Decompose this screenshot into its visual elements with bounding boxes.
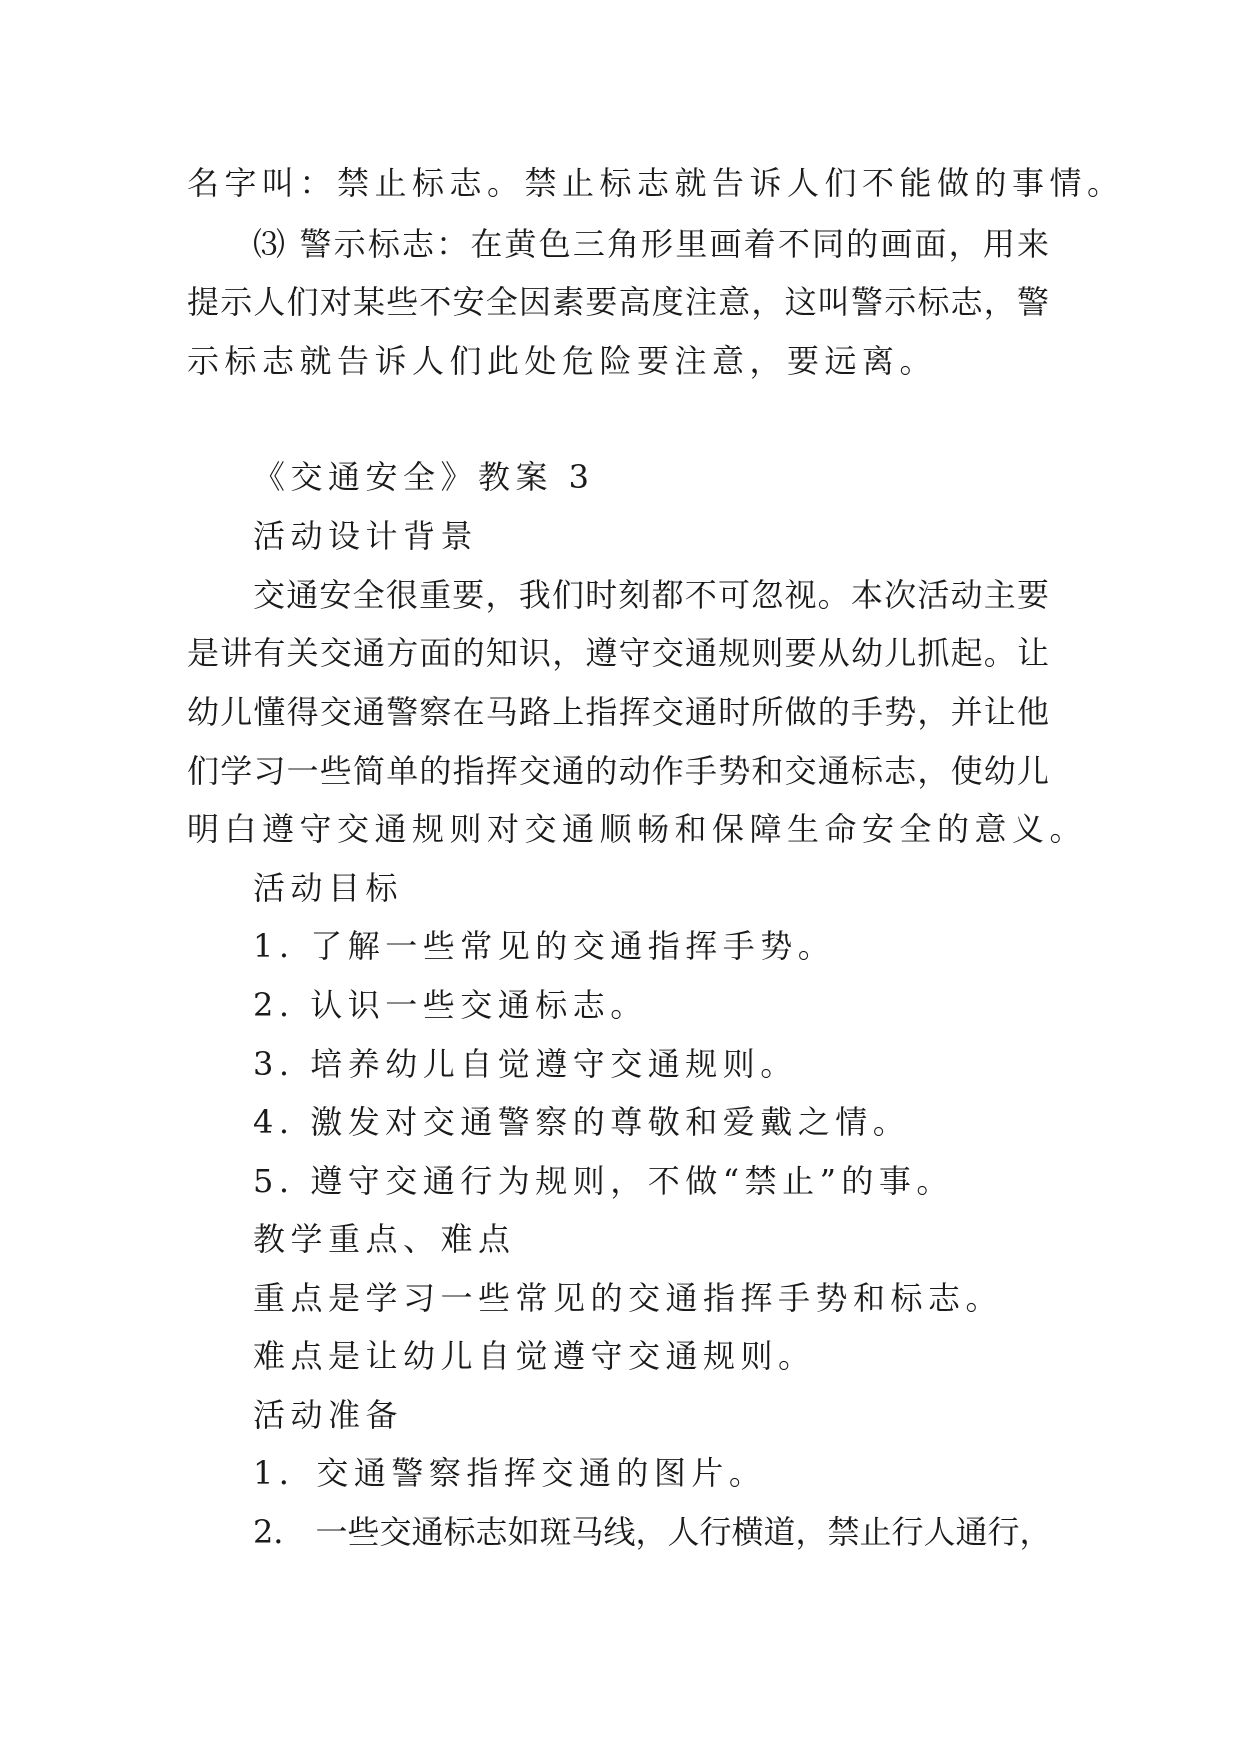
paragraph-line: 示标志就告诉人们此处危险要注意，要远离。 <box>187 342 938 380</box>
paragraph-line: 名字叫：禁止标志。禁止标志就告诉人们不能做的事情。 <box>187 164 1125 202</box>
section-heading: 活动准备 <box>253 1396 404 1434</box>
list-item-warning-sign: ⑶ 警示标志：在黄色三角形里画着不同的画面，用来 <box>253 225 1049 263</box>
list-item: 2. 认识一些交通标志。 <box>253 986 648 1024</box>
paragraph-line: 交通安全很重要，我们时刻都不可忽视。本次活动主要 <box>253 576 1049 614</box>
list-item: 2． 一些交通标志如斑马线，人行横道，禁止行人通行， <box>253 1513 1052 1551</box>
paragraph-line: 重点是学习一些常见的交通指挥手势和标志。 <box>253 1279 1004 1317</box>
list-item: 3. 培养幼儿自觉遵守交通规则。 <box>253 1045 798 1083</box>
list-item: 5. 遵守交通行为规则，不做“禁止”的事。 <box>253 1162 954 1200</box>
paragraph-line: 们学习一些简单的指挥交通的动作手势和交通标志，使幼儿 <box>187 752 1049 790</box>
section-heading: 活动设计背景 <box>253 517 479 555</box>
list-item: 1．交通警察指挥交通的图片。 <box>253 1454 767 1492</box>
paragraph-line: 明白遵守交通规则对交通顺畅和保障生命安全的意义。 <box>187 810 1088 848</box>
paragraph-line: 是讲有关交通方面的知识，遵守交通规则要从幼儿抓起。让 <box>187 634 1049 672</box>
section-title: 《交通安全》教案 3 <box>253 458 595 496</box>
list-item: 4. 激发对交通警察的尊敬和爱戴之情。 <box>253 1103 911 1141</box>
section-heading: 教学重点、难点 <box>253 1220 516 1258</box>
paragraph-line: 幼儿懂得交通警察在马路上指挥交通时所做的手势，并让他 <box>187 693 1049 731</box>
list-item: 1. 了解一些常见的交通指挥手势。 <box>253 927 836 965</box>
paragraph-line: 提示人们对某些不安全因素要高度注意，这叫警示标志，警 <box>187 283 1049 321</box>
paragraph-line: 难点是让幼儿自觉遵守交通规则。 <box>253 1337 816 1375</box>
section-heading: 活动目标 <box>253 869 404 907</box>
